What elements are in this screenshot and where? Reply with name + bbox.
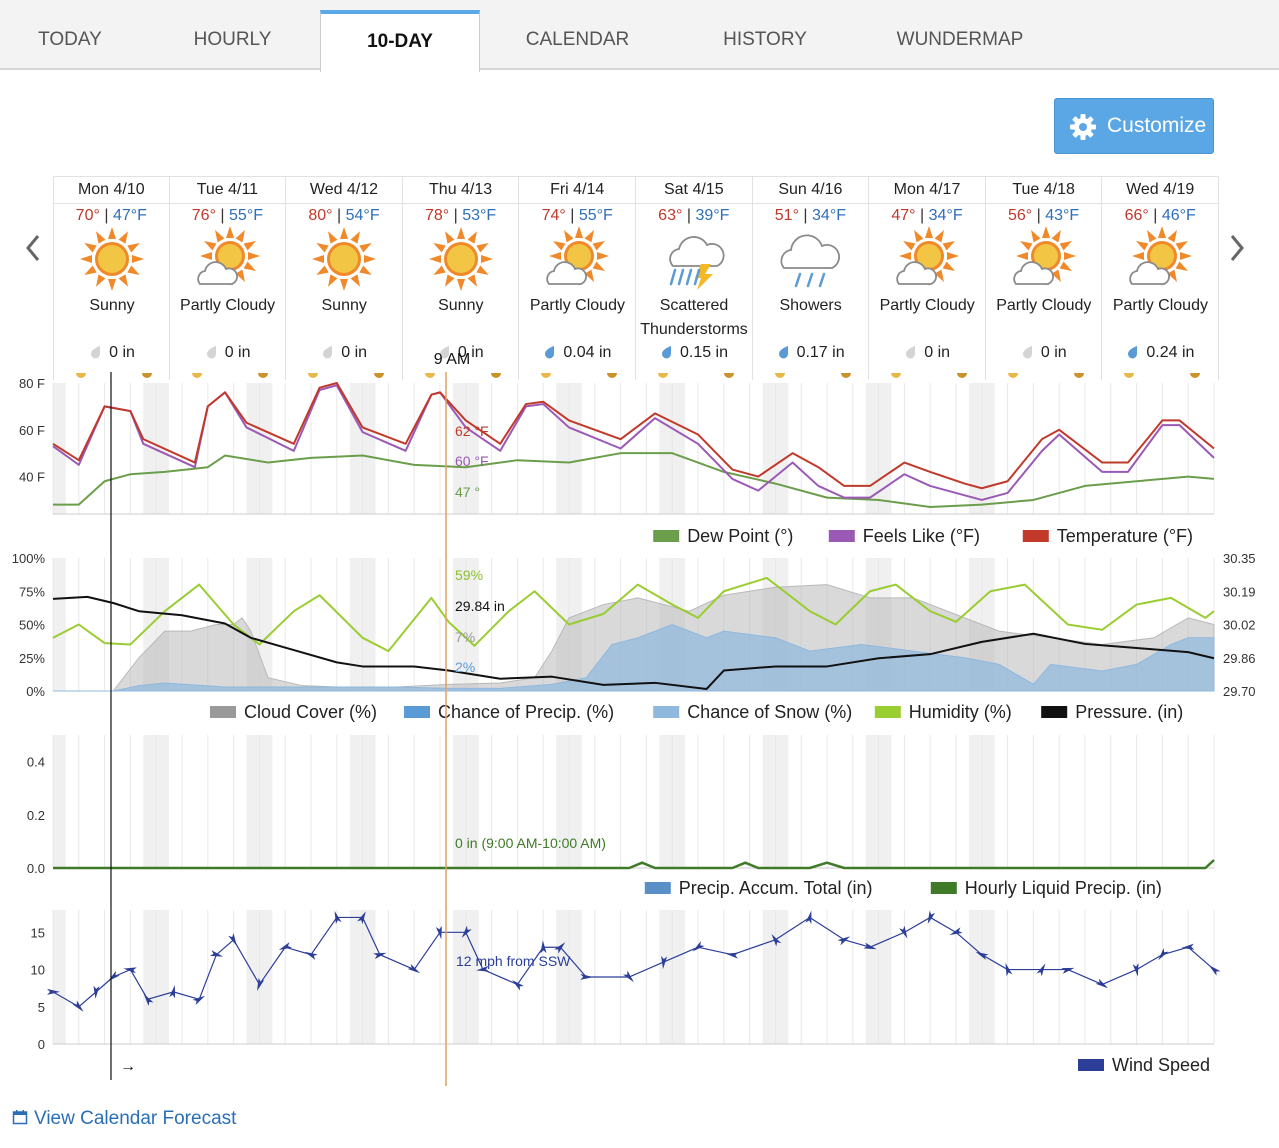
temp-separator: | — [337, 207, 342, 224]
day-date: Fri 4/14 — [519, 176, 635, 204]
night-band — [53, 735, 66, 868]
temp-separator: | — [104, 207, 109, 224]
high-temp: 66° — [1124, 207, 1149, 224]
low-temp: 55°F — [229, 207, 263, 224]
day-condition: Sunny — [321, 297, 367, 314]
y-tick-label-right: 30.35 — [1223, 551, 1256, 566]
legend-cloud-label: Pressure. (in) — [1075, 702, 1184, 722]
day-precip-amount: 0.24 in — [1146, 344, 1195, 361]
low-temp: 39°F — [695, 207, 730, 224]
wind-direction-icon — [1096, 979, 1110, 991]
series-line — [53, 917, 1214, 1006]
high-temp: 63° — [658, 207, 683, 224]
customize-label: Customize — [1107, 114, 1207, 137]
legend-cloud-label: Cloud Cover (%) — [244, 702, 378, 722]
view-calendar-forecast-link[interactable] — [12, 1108, 236, 1130]
day-precip-amount: 0.17 in — [796, 344, 845, 361]
legend-precip-swatch — [645, 882, 671, 894]
tab-wundermap[interactable]: WUNDERMAP — [896, 29, 1024, 50]
legend-cloud-swatch — [653, 706, 679, 718]
y-tick-label-left: 0% — [26, 684, 45, 699]
y-tick-label-right: 30.02 — [1223, 617, 1256, 633]
y-tick-label-right: 30.19 — [1223, 584, 1256, 600]
day-precip-amount: 0.15 in — [679, 344, 729, 361]
high-temp: 51° — [774, 207, 799, 224]
legend-precip-swatch — [931, 882, 957, 894]
series-line — [53, 383, 1214, 488]
temp-separator: | — [220, 207, 225, 224]
y-tick-label-left: 25% — [18, 650, 45, 666]
wind-direction-icon — [806, 910, 815, 924]
temp-separator: | — [570, 207, 575, 224]
legend-cloud-swatch — [1041, 706, 1067, 718]
hover-value-pressure: 29.84 in — [455, 598, 505, 614]
legend-temp-swatch — [829, 530, 855, 542]
tab-history[interactable]: HISTORY — [723, 29, 807, 50]
day-precip-amount: 0 in — [457, 344, 484, 361]
wind-direction-icon — [725, 951, 739, 959]
day-date: Wed 4/12 — [286, 176, 402, 204]
hover-value-chance-precip: 2% — [455, 659, 476, 675]
day-condition: Scattered Thunderstorms — [640, 297, 748, 338]
day-precip-amount: 0.04 in — [563, 344, 612, 361]
y-tick-label: 40 F — [18, 469, 45, 485]
legend-precip-label: Precip. Accum. Total (in) — [678, 878, 873, 898]
y-tick-label-left: 75% — [18, 584, 45, 600]
low-temp: 34°F — [928, 207, 963, 224]
low-temp: 54°F — [345, 207, 380, 224]
y-tick-label: 0.0 — [26, 861, 45, 876]
high-temp: 47° — [891, 207, 916, 224]
day-date: Thu 4/13 — [403, 176, 519, 204]
day-condition: Partly Cloudy — [996, 297, 1092, 314]
y-tick-label: 60 F — [18, 422, 45, 438]
wind-direction-icon — [169, 984, 178, 998]
temp-separator: | — [1036, 207, 1041, 224]
y-tick-label-right: 29.86 — [1223, 650, 1256, 666]
hover-time-label: 9 AM — [433, 351, 471, 368]
tab-10-day[interactable]: 10-DAY — [320, 10, 480, 72]
hover-value-precip: 0 in (9:00 AM-10:00 AM) — [455, 835, 606, 851]
high-temp: 70° — [75, 207, 100, 224]
legend-precip-label: Hourly Liquid Precip. (in) — [964, 878, 1162, 898]
day-precip-amount: 0 in — [224, 344, 251, 361]
legend-temp-swatch — [653, 530, 679, 542]
low-temp: 43°F — [1045, 207, 1080, 224]
legend-wind-label: Wind Speed — [1112, 1055, 1211, 1075]
hover-value-humidity: 59% — [455, 567, 484, 583]
tab-calendar[interactable]: CALENDAR — [525, 29, 630, 50]
hover-value-dew-point: 47 ° — [455, 484, 481, 500]
day-date: Wed 4/19 — [1102, 176, 1218, 204]
low-temp: 53°F — [462, 207, 497, 224]
day-date: Tue 4/18 — [986, 176, 1102, 204]
day-date: Mon 4/10 — [54, 176, 169, 204]
high-temp: 56° — [1007, 207, 1033, 224]
legend-cloud-label: Humidity (%) — [908, 702, 1012, 722]
legend-cloud-swatch — [404, 706, 430, 718]
day-condition: Partly Cloudy — [529, 297, 625, 314]
hover-value-temperature: 62 °F — [455, 423, 489, 439]
day-precip-amount: 0 in — [109, 344, 135, 361]
high-temp: 74° — [541, 207, 566, 224]
tab-hourly[interactable]: HOURLY — [193, 29, 272, 50]
day-date: Sun 4/16 — [753, 176, 869, 204]
temp-separator: | — [803, 207, 808, 224]
y-tick-label: 80 F — [18, 376, 45, 391]
legend-wind-swatch — [1078, 1059, 1104, 1071]
day-condition: Partly Cloudy — [879, 297, 975, 314]
high-temp: 76° — [191, 207, 216, 224]
wind-direction-icon — [580, 974, 593, 980]
wind-direction-arrow-icon: → — [120, 1058, 136, 1075]
legend-cloud-swatch — [210, 706, 236, 718]
series-line — [53, 453, 1214, 507]
day-precip-amount: 0 in — [924, 344, 951, 361]
day-condition: Partly Cloudy — [180, 297, 276, 314]
day-date: Tue 4/11 — [170, 176, 286, 204]
temp-separator: | — [453, 207, 458, 224]
y-tick-label: 0 — [37, 1037, 45, 1052]
legend-cloud-label: Chance of Precip. (%) — [438, 702, 615, 722]
high-temp: 80° — [308, 207, 333, 224]
day-precip-amount: 0 in — [341, 344, 368, 361]
day-condition: Sunny — [438, 297, 484, 314]
y-tick-label: 0.4 — [26, 754, 45, 770]
day-condition: Sunny — [89, 297, 135, 314]
legend-cloud-swatch — [875, 706, 901, 718]
wind-direction-icon — [193, 993, 207, 1005]
view-calendar-forecast-label: View Calendar Forecast — [34, 1108, 237, 1129]
temp-separator: | — [1153, 207, 1158, 224]
day-condition: Showers — [779, 297, 842, 314]
temp-separator: | — [686, 207, 691, 224]
wind-direction-icon — [93, 986, 100, 999]
low-temp: 47°F — [112, 207, 147, 224]
y-tick-label: 15 — [30, 925, 45, 941]
low-temp: 34°F — [812, 207, 846, 224]
y-tick-label: 0.2 — [26, 807, 45, 823]
y-tick-label-right: 29.70 — [1223, 684, 1256, 699]
legend-temp-label: Temperature (°F) — [1056, 526, 1194, 546]
hover-value-cloud-cover: 7% — [455, 629, 476, 645]
day-date: Sat 4/15 — [636, 176, 752, 204]
y-tick-label-left: 50% — [18, 617, 45, 633]
y-tick-label-left: 100% — [11, 551, 45, 566]
legend-temp-swatch — [1023, 530, 1049, 542]
calendar-icon — [12, 1109, 28, 1125]
day-precip-amount: 0 in — [1040, 344, 1067, 361]
hover-value-feels-like: 60 °F — [455, 453, 489, 469]
wind-direction-icon — [210, 950, 224, 959]
night-band — [53, 910, 66, 1044]
legend-cloud-label: Chance of Snow (%) — [687, 702, 853, 722]
day-date: Mon 4/17 — [869, 176, 985, 204]
high-temp: 78° — [424, 207, 450, 224]
legend-temp-label: Dew Point (°) — [687, 526, 794, 546]
low-temp: 46°F — [1161, 207, 1196, 224]
tab-today[interactable]: TODAY — [38, 29, 102, 50]
temp-separator: | — [920, 207, 925, 224]
day-condition: Partly Cloudy — [1112, 297, 1208, 314]
low-temp: 55°F — [578, 207, 613, 224]
y-tick-label: 5 — [37, 999, 45, 1015]
legend-temp-label: Feels Like (°F) — [862, 526, 981, 546]
wind-direction-icon — [838, 934, 852, 946]
hover-value-wind: 12 mph from SSW — [456, 953, 571, 969]
night-band — [53, 558, 66, 691]
y-tick-label: 10 — [30, 962, 45, 978]
series-line — [53, 860, 1214, 868]
